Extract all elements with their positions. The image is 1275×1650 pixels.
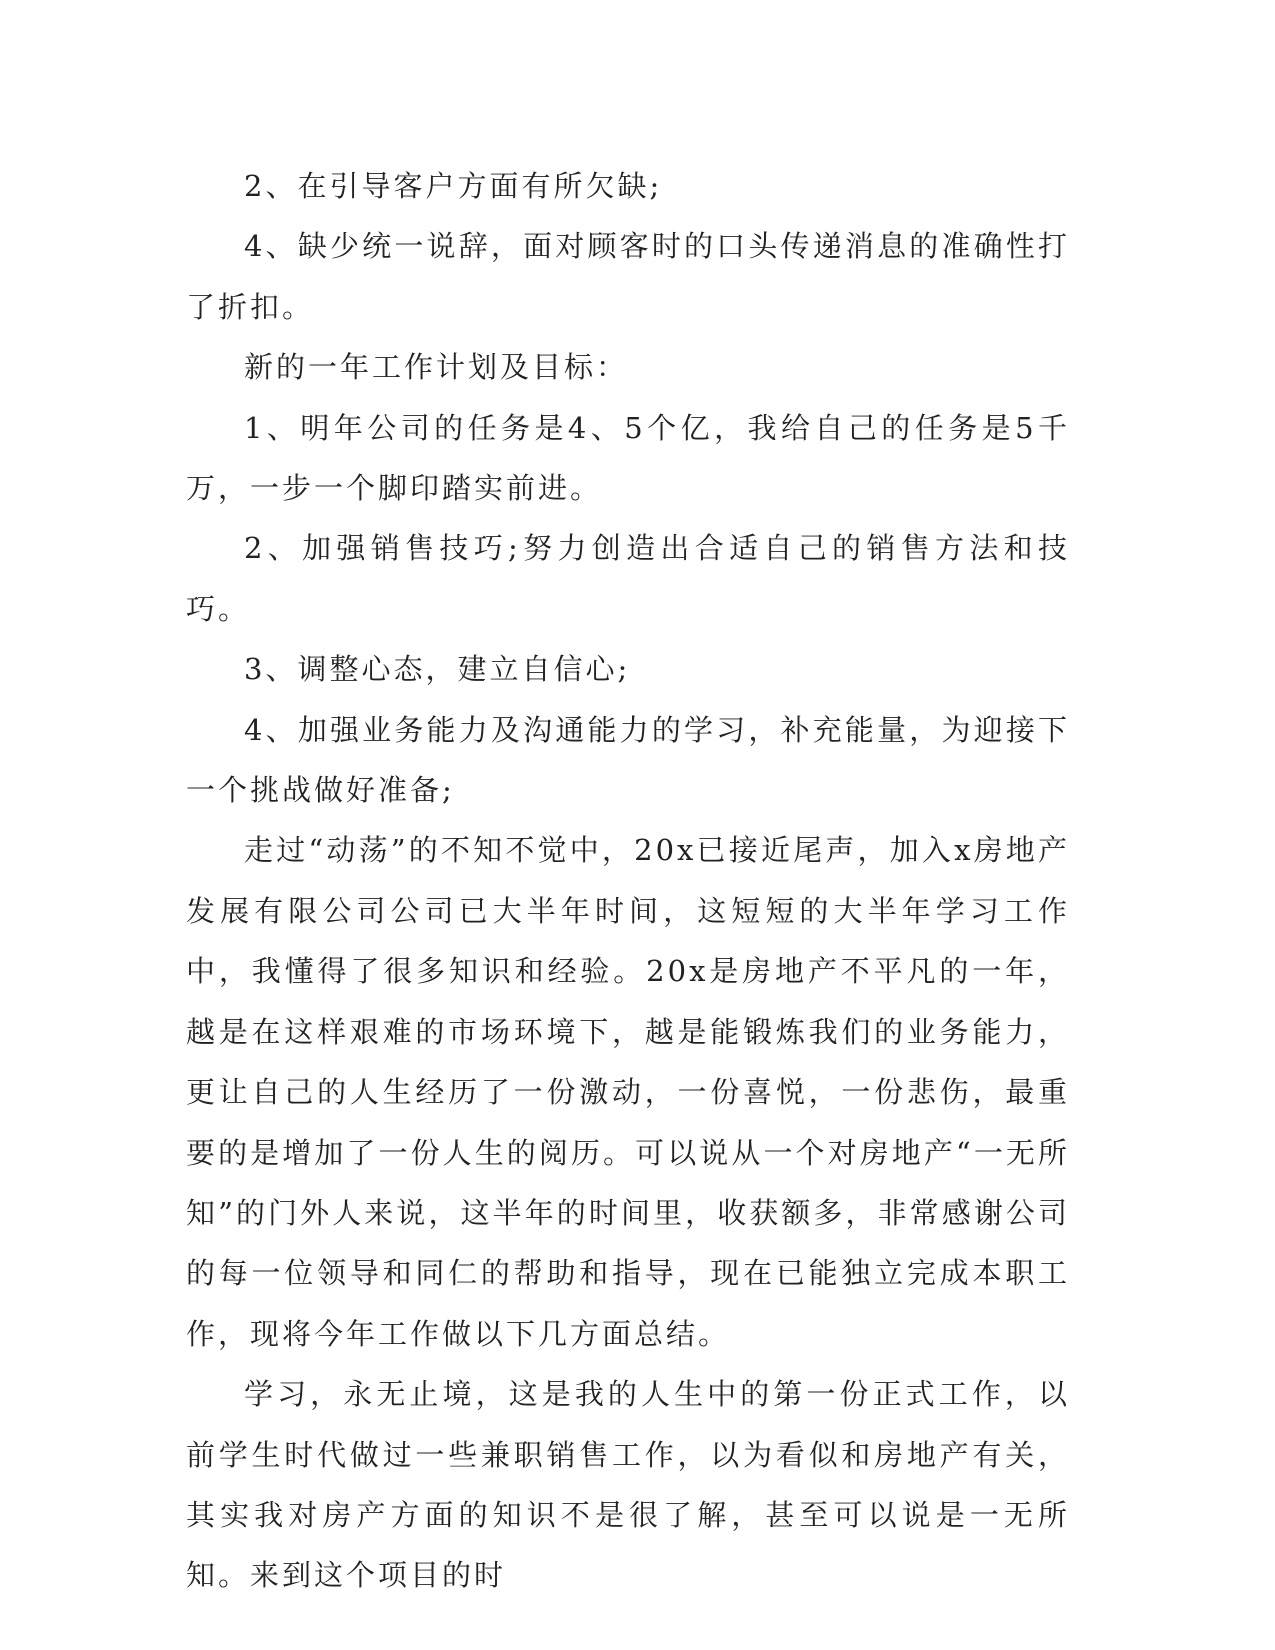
paragraph-item-2: 2、在引导客户方面有所欠缺; [244, 169, 663, 203]
plan-item-3: 3、调整心态，建立自信心; [244, 652, 631, 687]
plan-item-2: 2、加强销售技巧;努力创造出合适自己的销售方法和技巧。 [186, 531, 1070, 626]
plan-item-4: 4、加强业务能力及沟通能力的学习，补充能量，为迎接下一个挑战做好准备; [186, 712, 1070, 808]
plan-item-1: 1、明年公司的任务是4、5个亿，我给自己的任务是5千万，一步一个脚印踏实前进。 [186, 410, 1070, 506]
document-body [186, 156, 1070, 1606]
summary-paragraph: 走过“动荡”的不知不觉中，20x已接近尾声，加入x房地产发展有限公司公司已大半年时间，这短短的大半年学习工作中，我懂得了很多知识和经验。20x是房地产不平凡的一年，越是在这样艰难的市场环境下，越是能锻炼我们的业务能力，更让自己的人生经历了一份激动，一份喜悦，一份悲伤，最重要的是增加了一份人生的阅历。可以说从一个对房地产“一无所知”的门外人来说，这半年的时间里，收获额多，非常感谢公司的每一位领导和同仁的帮助和指导，现在已能独立完成本职工作，现将今年工作做以下几方面总结。 [186, 833, 1070, 1351]
learning-paragraph: 学习，永无止境，这是我的人生中的第一份正式工作，以前学生时代做过一些兼职销售工作，以为看似和房地产有关，其实我对房产方面的知识不是很了解，甚至可以说是一无所知。来到这个项目的时 [186, 1377, 1070, 1593]
section-heading-plan: 新的一年工作计划及目标： [244, 350, 629, 385]
paragraph-item-4: 4、缺少统一说辞，面对顾客时的口头传递消息的准确性打了折扣。 [186, 229, 1070, 324]
